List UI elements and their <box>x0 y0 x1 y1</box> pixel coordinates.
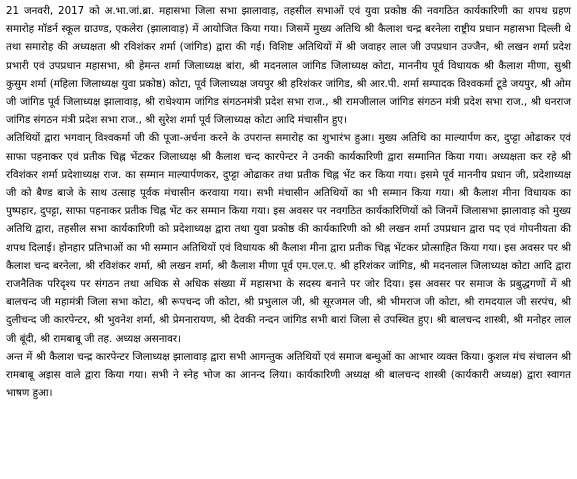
paragraph-ceremony-closing: अन्त में श्री कैलाश चन्द्र कारपेन्टर जिलाध्यक्ष झालावाड़ द्वारा सभी आगन्तुक अतिथियों एवं समाज बन्धुओं का आभार व्यक्त किया। कुशल मंच संचालन श्री रामबाबू अइास वाले द्वारा किया गया। सभी ने स्नेह भोज का आनन्द लिया। कार्यकारिणी अध्यक्ष श्री बालचन्द शास्त्री (कार्यकारी अध्यक्ष) द्वारा स्वागत भाषण हुआ। <box>6 350 571 400</box>
paragraph-ceremony-proceedings: अतिथियों द्वारा भगवान् विश्वकर्मा जी की पूजा-अर्चना करने के उपरान्त समारोह का शुभारंभ हुआ। मुख्य अतिथि का माल्यार्पण कर, दुप्ट्टा ओढाकर एवं साफा पहनाकर एवं प्रतीक चिह्न भेंटकर जिलाध्यक्ष श्री कैलाश चन्द कारपेन्टर ने उनकी कार्यकारिणी द्वारा सम्मानित किया गया। अध्यक्षता कर रहे श्री रविशंकर शर्मा प्रदेशाध्यक्ष राज. का सम्मान माल्यार्पणकर, दुप्ट्टा ओढाकर तथा प्रतीक चिह्न भेंट कर किया गया। इसमे पूर्व माननीय प्रधान जी, प्रदेशाध्यक्ष जी को बैण्ड बाजे के साथ उत्साह पूर्वक मंचासीन करवाया गया। सभी मंचासीन अतिथियों का भी सम्मान किया गया। श्री कैलाश मीना विधायक का पुष्पहार, दुपट्टा, साफा पहनाकर प्रतीक चिह्न भेंट कर सम्मान किया गया। इस अवसर पर नवगठित कार्यकारिणियों को जिनमें जिलासभा झालावाड़ को मुख्य अतिथि द्वारा, तहसील सभा कार्यकारिणी को प्रदेशाध्यक्ष द्वारा तथा युवा प्रकोष्ठ की कार्यकारिणी को श्री लखन शर्मा उपप्रधान द्वारा पद एवं गोपनीयता की शपथ दिलाई। होनहार प्रतिभाओं का भी सम्मान अतिथियों एवं विधायक श्री कैलाश मीना द्वारा प्रतीक चिह्न भेंटकर प्रोत्साहित किया गया। इस अवसर पर श्री कैलाश चन्द बरनेला, श्री रविशंकर शर्मा, श्री लखन शर्मा, श्री कैलाश मीणा पूर्व एम.एल.ए. श्री हरिशंकर जांगिड, श्री मदनलाल जिलाध्यक्ष कोटा आदि द्वारा राजनैतिक परिदृश्य पर संगठन तथा अधिक से अधिक संख्या में महासभा के सदस्य बनाने पर जोर दिया। इस अवसर पर समाज के प्रबुद्धगणों में श्री बालचन्द जी महामंत्री जिला सभा कोटा, श्री रूपचन्द जी कोटा, श्री प्रभुलाल जी, श्री सूरजमल जी, श्री भीमराज जी कोटा, श्री रामदयाल जी सरपंच, श्री दुलीचन्द जी कारपेन्टर, श्री भुवनेश शर्मा, श्री प्रेमनारायण, श्री देवकी नन्दन जांगिड सभी बारां जिला से उपस्थित हुए। श्री बालचन्द शास्त्री, श्री मनोहर लाल जी बूंदी, श्री रामबाबू जी तह. अध्यक्ष असनावर। <box>6 132 571 345</box>
paragraph-ceremony-intro: 21 जनवरी, 2017 को अ.भा.जां.ब्रा. महासभा जिला सभा झालावाड़, तहसील सभाओं एवं युवा प्रकोष्ठ की नवगठित कार्यकारिणी का शपथ ग्रहण समारोह मॉडर्न स्कूल ग्राउण्ड, एकलेरा (झालावाड़) में आयोजित किया गया। जिसमें मुख्य अतिथि श्री कैलाश चन्द्र बरनेला राष्ट्रीय प्रधान महासभा दिल्ली थे तथा समारोह की अध्यक्षता श्री रविशंकर शर्मा (जांगिड) द्वारा की गई। विशिष्ट अतिथियों में श्री जवाहर लाल जी उपप्रधान उज्जैन, श्री लखन शर्मा प्रदेश प्रभारी एवं उपप्रधान महासभा, श्री हेमन्त शर्मा जिलाध्यक्ष बांरा, श्री मदनलाल जांगिड जिलाध्यक्ष कोटा, माननीय पूर्व विधायक श्री कैलाश मीणा, सुश्री कुसुम शर्मा (महिला जिलाध्यक्ष युवा प्रकोष्ठ) कोटा, पूर्व जिलाध्यक्ष जयपुर श्री हरिशंकर जांगिड, श्री आर.पी. शर्मा सम्पादक विश्वकर्मा टूडे जयपुर, श्री ओम जी जांगिड पूर्व जिलाध्यक्ष झालावाड़, श्री राधेश्याम जांगिड संगठनमंत्री प्रदेश सभा राज., श्री रामजीलाल जांगिड संगठन मंत्री प्रदेश सभा राज., श्री धनराज जांगिड संगठन मंत्री प्रदेश सभा राज., श्री सुरेश शर्मा पूर्व जिलाध्यक्ष कोटा आदि मंचासीन हुए। <box>6 5 571 127</box>
